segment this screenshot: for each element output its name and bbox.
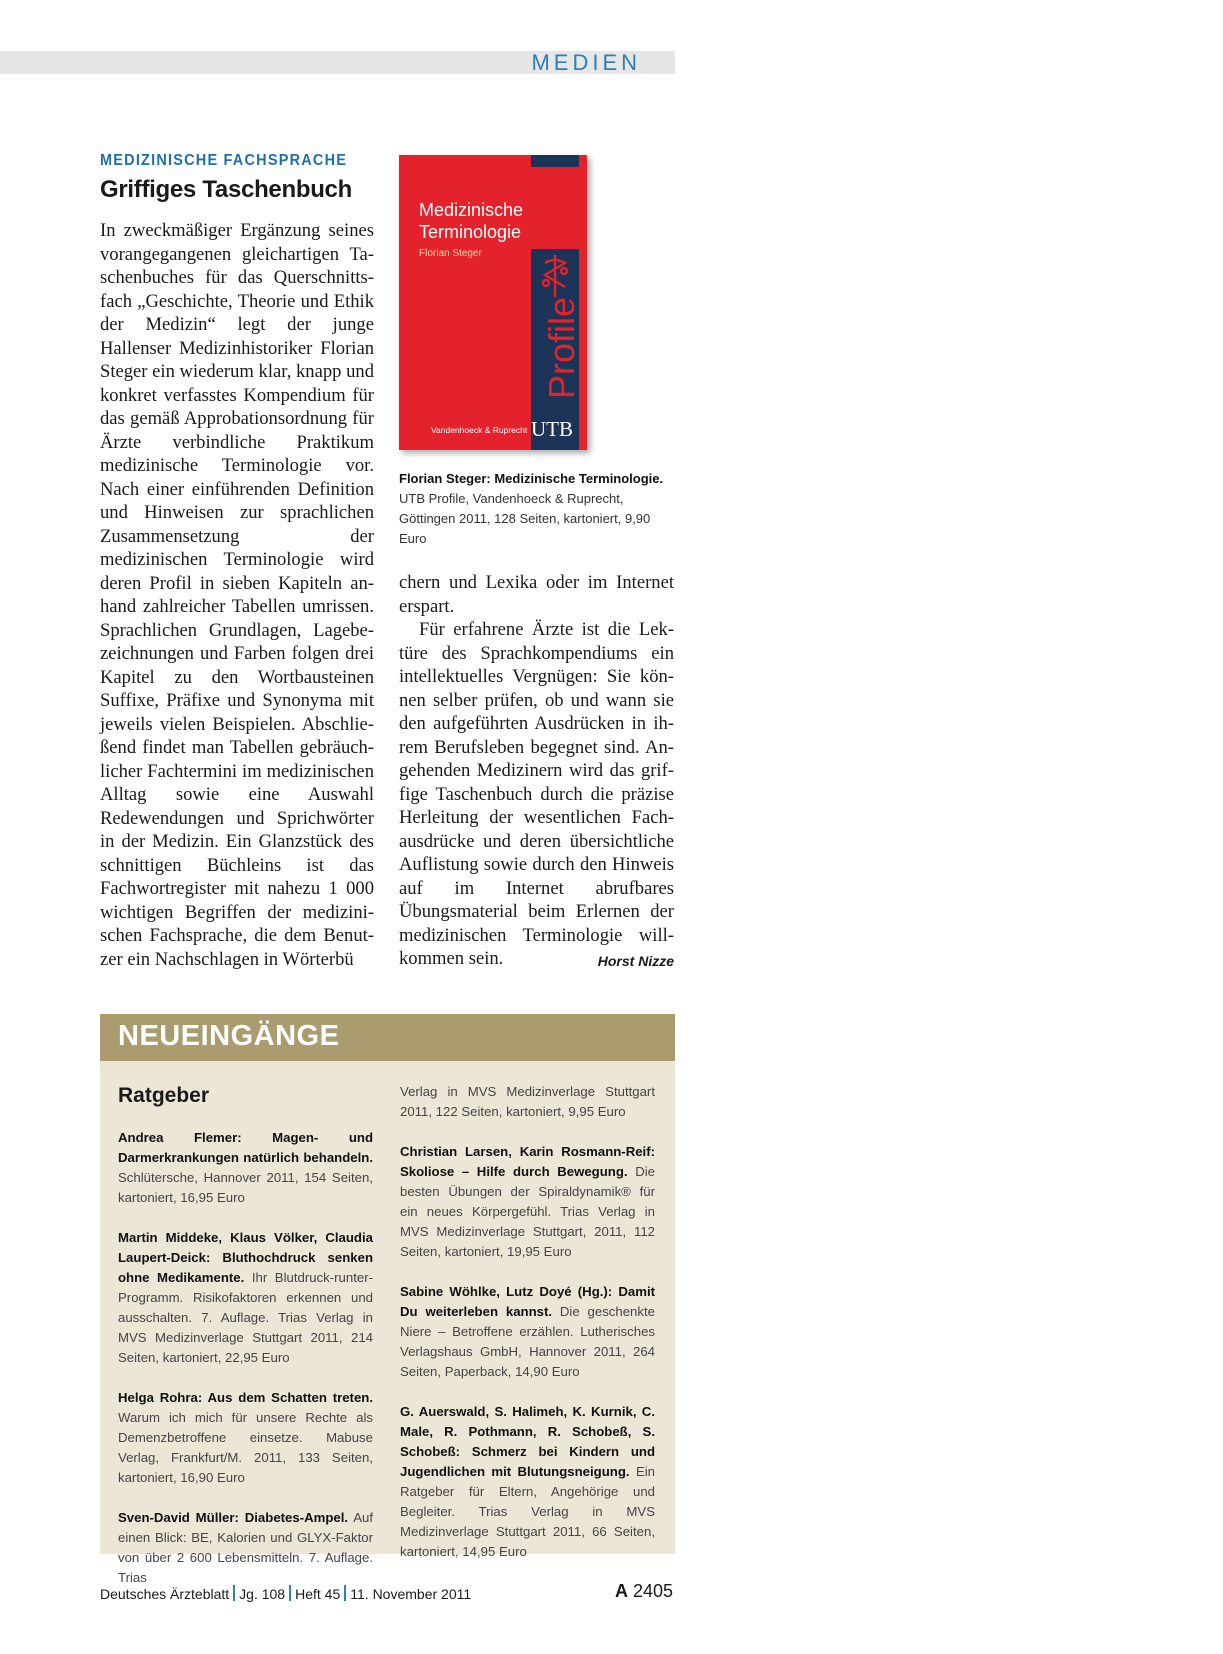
entry-details: Die besten Übungen der Spiraldynamik® für ein neues Körpergefühl. Trias Verlag in MVS Medizinverlage Stuttgart, 2011, 112 Seiten, kartoniert, 19,95 Euro [400, 1164, 655, 1259]
new-releases-column-left [118, 1128, 373, 1608]
article-paragraph [399, 618, 674, 971]
book-entry-continued: Verlag in MVS Medizinverlage Stuttgart 2011, 122 Seiten, kartoniert, 9,95 Euro [400, 1084, 655, 1119]
article-kicker: MEDIZINISCHE FACHSPRACHE [100, 152, 348, 170]
cover-top-bar [531, 155, 579, 167]
cover-imprint: UTB [531, 417, 573, 441]
entry-details: Auf einen Blick: BE, Kalorien und GLYX-Faktor von über 2 600 Lebensmitteln. 7. Auflage. Trias [118, 1510, 373, 1585]
caduceus-icon [537, 253, 573, 299]
footer-volume: Jg. 108 [239, 1586, 286, 1602]
book-entry [118, 1228, 373, 1368]
page-footer [100, 1585, 471, 1602]
new-releases-column-right [400, 1082, 655, 1582]
entry-details: Ein Ratgeber für Eltern, Angehörige und Begleiter. Trias Verlag in MVS Medizinverlage Stuttgart 2011, 66 Seiten, kartoniert, 14,95 Euro [400, 1464, 655, 1559]
article-author: Horst Nizze [597, 953, 674, 969]
paragraph-text: Für erfahrene Ärzte ist die Lektüre des Sprachkompendiums ein intellektuelles Vergnügen: Sie können selber prüfen, ob und wann sie den aufgeführten Ausdrücken in ihrem Berufsleben begegnet sind. Angehenden Medizinern wird das griffige Taschenbuch durch die präzise Herleitung der wesentlichen Fachausdrücke und deren übersichtliche Auflistung sowie durch den Hinweis auf im Internet abrufbares Übungsmaterial beim Erlernen der medizinischen Terminologie willkommen sein. [399, 619, 674, 969]
footer-journal: Deutsches Ärzteblatt [100, 1586, 230, 1602]
caption-details: UTB Profile, Vandenhoeck & Ruprecht, Göttingen 2011, 128 Seiten, kartoniert, 9,90 Euro [399, 491, 651, 546]
book-caption [399, 469, 679, 549]
entry-details: Schlütersche, Hannover 2011, 154 Seiten, kartoniert, 16,95 Euro [118, 1170, 373, 1205]
caption-title: Florian Steger: Medizinische Terminologie. [399, 471, 664, 486]
footer-separator [233, 1585, 235, 1601]
section-label: MEDIEN [531, 50, 641, 75]
page-number-value: 2405 [632, 1581, 673, 1601]
footer-date: 11. November 2011 [350, 1586, 472, 1602]
article-column-right [399, 571, 674, 974]
entry-title: Andrea Flemer: Magen- und Darmerkrankungen natürlich behandeln. [118, 1130, 373, 1165]
article-column-left [100, 219, 374, 971]
book-entry [118, 1128, 373, 1208]
footer-issue: Heft 45 [295, 1586, 341, 1602]
new-releases-header [100, 1014, 675, 1061]
new-releases-title: NEUEINGÄNGE [118, 1020, 340, 1052]
new-releases-box [100, 1014, 675, 1585]
entry-details: Die geschenkte Niere – Betroffene erzählen. Lutherisches Verlagshaus GmbH, Hannover 2011, 264 Seiten, Paperback, 14,90 Euro [400, 1304, 655, 1379]
entry-title: Sabine Wöhlke, Lutz Doyé (Hg.): Damit Du weiterleben kannst. [400, 1284, 655, 1319]
book-entry [400, 1142, 655, 1262]
section-bar [0, 51, 675, 74]
entry-title: Helga Rohra: Aus dem Schatten treten. [118, 1390, 373, 1405]
cover-series: Profile [541, 296, 582, 399]
cover-author: Florian Steger [419, 248, 482, 259]
entry-title: G. Auerswald, S. Halimeh, K. Kurnik, C. Male, R. Pothmann, R. Schobeß, S. Schobeß: Schmerz bei Kindern und Jugendlichen mit Blutungsneigung. [400, 1404, 655, 1479]
page-prefix: A [614, 1581, 628, 1601]
entry-details: Ihr Blutdruck-runter-Programm. Risikofaktoren erkennen und ausschalten. 7. Auflage. Trias Verlag in MVS Medizinverlage Stuttgart 2011, 214 Seiten, kartoniert, 22,95 Euro [118, 1270, 373, 1365]
entry-title: Martin Middeke, Klaus Völker, Claudia Laupert-Deick: Bluthochdruck senken ohne Medikamente. [118, 1230, 373, 1285]
book-entry [118, 1508, 373, 1588]
book-entry [400, 1402, 655, 1562]
page-number [615, 1581, 673, 1602]
footer-separator [289, 1585, 291, 1601]
cover-title: Medizinische Terminologie [419, 200, 524, 242]
article-headline: Griffiges Taschenbuch [100, 176, 352, 203]
article-paragraph: In zweckmäßiger Ergänzung seines vorangegangenen gleichartigen Taschenbuches für das Querschnittsfach „Geschichte, Theorie und Ethik der Medizin“ legt der junge Hallenser Medizinhistoriker Florian Steger ein wiederum klar, knapp und konkret verfasstes Kompendium für das gemäß Approbationsordnung für Ärzte verbindliche Praktikum medizinische Terminologie vor. Nach einer einführenden Definition und Hinweisen zur sprachlichen Zusammensetzung der medizinischen Terminologie wird deren Profil in sieben Kapiteln anhand zahlreicher Tabellen umrissen. Sprachlichen Grundlagen, Lagebezeichnungen und Farben folgen drei Kapitel zu den Wortbausteinen Suffixe, Präfixe und Synonyma mit jeweils vielen Beispielen. Abschließend findet man Tabellen gebräuchlicher Fachtermini im medizinischen Alltag sowie eine Auswahl Redewendungen und Sprichwörter in der Medizin. Ein Glanzstück des schnittigen Büchleins ist das Fachwortregister mit nahezu 1 000 wichtigen Begriffen der medizinischen Fachsprache, die dem Benutzer ein Nachschlagen in Wörterbü [100, 220, 374, 970]
footer-separator [344, 1585, 346, 1601]
entry-title: Sven-David Müller: Diabetes-Ampel. [118, 1510, 349, 1525]
new-releases-category: Ratgeber [118, 1084, 210, 1107]
entry-title: Christian Larsen, Karin Rosmann-Reif: Skoliose – Hilfe durch Bewegung. [400, 1144, 655, 1179]
book-cover [399, 155, 587, 450]
cover-publisher: Vandenhoeck & Ruprecht [431, 425, 528, 435]
book-entry [400, 1282, 655, 1382]
article-paragraph: chern und Lexika oder im Internet erspart. [399, 572, 674, 617]
book-entry [118, 1388, 373, 1488]
entry-details: Warum ich mich für unsere Rechte als Demenzbetroffene einsetze. Mabuse Verlag, Frankfurt/M. 2011, 133 Seiten, kartoniert, 16,90 Euro [118, 1410, 373, 1485]
